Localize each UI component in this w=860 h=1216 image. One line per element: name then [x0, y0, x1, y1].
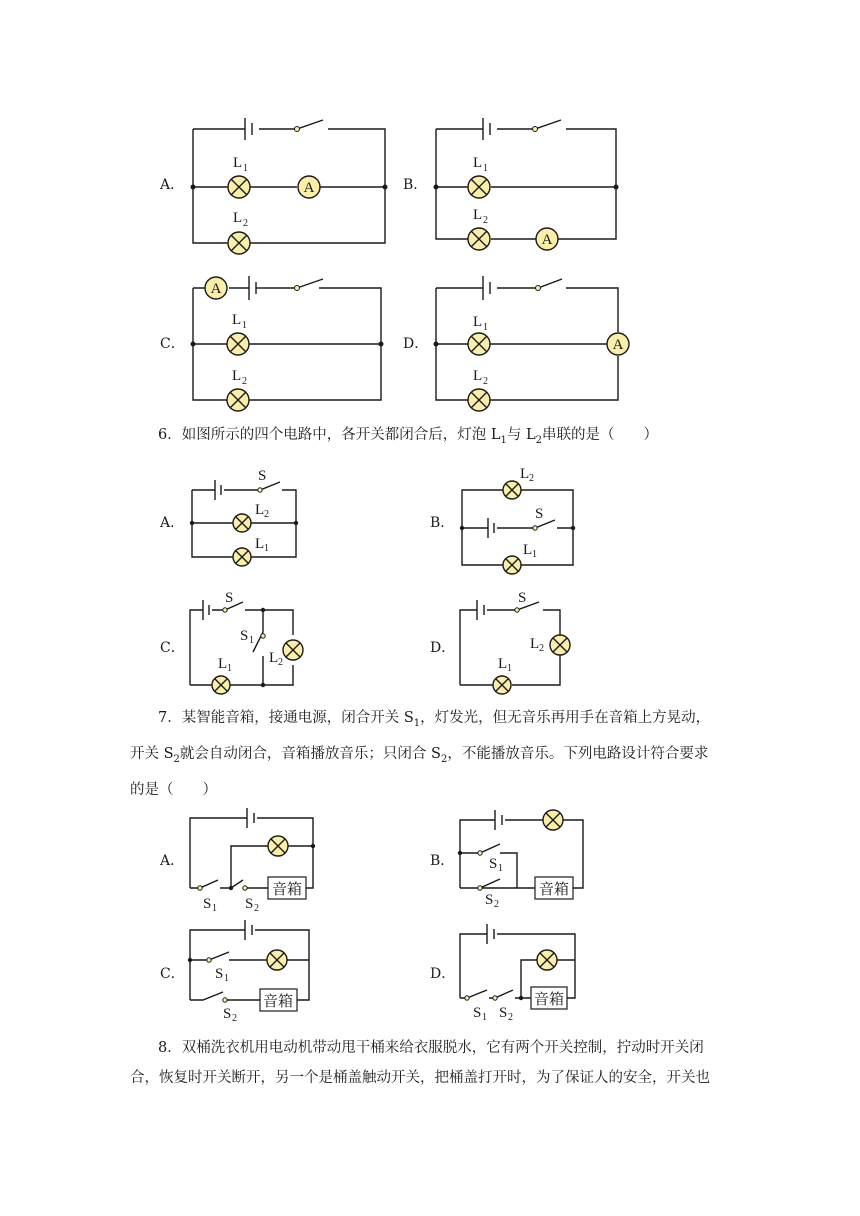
question-8-stem: 8．双桶洗衣机用电动机带动甩干桶来给衣服脱水，它有两个开关控制，拧动时开关闭 合，恢复时开关断开，另一个是桶盖触动开关，把桶盖打开时，为了保证人的安全，开关也: [130, 1040, 710, 1086]
svg-text:1: 1: [227, 663, 232, 674]
svg-text:2: 2: [278, 657, 283, 668]
q5-option-b-label[interactable]: B．: [403, 177, 428, 193]
svg-text:音箱: 音箱: [262, 994, 294, 1010]
q5-option-d-label[interactable]: D．: [403, 336, 429, 352]
svg-text:L: L: [520, 466, 530, 482]
q6-option-c-label[interactable]: C．: [160, 640, 185, 656]
ammeter-icon: [205, 277, 227, 299]
svg-text:1: 1: [482, 1012, 487, 1023]
svg-text:L: L: [523, 542, 533, 558]
svg-text:音箱: 音箱: [533, 992, 565, 1008]
q6-circuit-c: [185, 590, 315, 700]
svg-text:2: 2: [529, 473, 534, 484]
svg-text:S: S: [499, 1005, 508, 1021]
q7-circuit-b: [455, 808, 595, 918]
bulb-l1-icon: [227, 333, 249, 355]
svg-text:S: S: [518, 590, 527, 606]
bulb-l2-icon: [550, 635, 570, 655]
svg-text:L: L: [218, 656, 228, 672]
svg-text:S: S: [225, 590, 234, 606]
svg-text:1: 1: [224, 973, 229, 984]
bulb-l2-icon: [283, 640, 303, 660]
svg-text:1: 1: [483, 163, 488, 174]
q6-circuit-d: [455, 590, 585, 700]
svg-text:L: L: [530, 636, 540, 652]
svg-text:L: L: [232, 368, 242, 384]
svg-text:A: A: [303, 180, 315, 196]
svg-text:1: 1: [507, 663, 512, 674]
bulb-l1-icon: [228, 176, 250, 198]
q7-option-b-label[interactable]: B．: [430, 853, 455, 869]
bulb-l1-icon: [468, 333, 490, 355]
bulb-l1-icon: [233, 548, 251, 566]
svg-text:L: L: [473, 207, 483, 223]
svg-text:L: L: [498, 656, 508, 672]
svg-text:1: 1: [212, 903, 217, 914]
q7-option-d-label[interactable]: D．: [430, 966, 456, 982]
q7-circuit-a: [185, 808, 325, 918]
svg-text:1: 1: [264, 543, 269, 554]
speaker-box: [268, 877, 306, 899]
q7-option-c-label[interactable]: C．: [160, 966, 185, 982]
svg-text:L: L: [269, 650, 279, 666]
svg-text:L: L: [255, 502, 265, 518]
bulb-l1-icon: [468, 176, 490, 198]
bulb-l2-icon: [233, 514, 251, 532]
svg-text:S: S: [215, 966, 224, 982]
svg-text:A: A: [612, 337, 624, 353]
svg-text:1: 1: [249, 635, 254, 646]
q7-circuit-c: [185, 920, 325, 1030]
bulb-l2-icon: [503, 481, 521, 499]
q6-option-b-label[interactable]: B．: [430, 515, 455, 531]
svg-text:2: 2: [254, 903, 259, 914]
q5-circuit-a: [185, 115, 395, 250]
svg-text:2: 2: [494, 899, 499, 910]
svg-text:S: S: [258, 468, 267, 484]
q5-circuit-b: [428, 115, 628, 250]
bulb-icon: [543, 810, 563, 830]
svg-text:2: 2: [242, 376, 247, 387]
svg-text:2: 2: [264, 509, 269, 520]
bulb-l2-icon: [228, 232, 250, 254]
svg-text:2: 2: [508, 1012, 513, 1023]
q6-option-a-label[interactable]: A．: [160, 515, 185, 531]
svg-text:S: S: [223, 1006, 232, 1022]
svg-text:L: L: [473, 155, 483, 171]
svg-text:A: A: [210, 281, 222, 297]
ammeter-icon: [607, 333, 629, 355]
svg-text:S: S: [473, 1005, 482, 1021]
svg-text:A: A: [541, 232, 553, 248]
speaker-box: [260, 989, 297, 1011]
svg-text:S: S: [489, 856, 498, 872]
bulb-l2-icon: [227, 389, 249, 411]
question-6-stem: 6．如图所示的四个电路中，各开关都闭合后，灯泡 $L_1$与 $L_2$串联的是（ ）: [158, 427, 658, 446]
speaker-box: [535, 877, 573, 899]
q7-option-a-label[interactable]: A．: [160, 853, 185, 869]
svg-text:音箱: 音箱: [538, 882, 570, 898]
svg-text:1: 1: [532, 549, 537, 560]
bulb-icon: [537, 950, 557, 970]
q5-option-a-label[interactable]: A．: [160, 177, 185, 193]
ammeter-icon: [298, 176, 320, 198]
svg-text:1: 1: [243, 163, 248, 174]
svg-text:L: L: [233, 210, 243, 226]
svg-text:S: S: [240, 628, 249, 644]
bulb-icon: [268, 836, 288, 856]
bulb-l1-icon: [212, 676, 230, 694]
bulb-l2-icon: [468, 228, 490, 250]
svg-text:2: 2: [243, 218, 248, 229]
svg-text:S: S: [485, 892, 494, 908]
bulb-l1-icon: [503, 556, 521, 574]
bulb-l2-icon: [468, 389, 490, 411]
svg-text:S: S: [203, 896, 212, 912]
svg-text:2: 2: [232, 1013, 237, 1024]
q6-circuit-a: [185, 468, 315, 568]
svg-text:1: 1: [483, 322, 488, 333]
q6-circuit-b: [455, 468, 585, 578]
svg-text:音箱: 音箱: [271, 882, 303, 898]
q5-circuit-c: [185, 272, 395, 412]
svg-text:L: L: [473, 368, 483, 384]
q6-option-d-label[interactable]: D．: [430, 640, 456, 656]
q7-circuit-d: [455, 920, 595, 1030]
speaker-box: [531, 987, 567, 1009]
svg-text:L: L: [232, 312, 242, 328]
svg-text:1: 1: [498, 863, 503, 874]
svg-text:L: L: [473, 314, 483, 330]
ammeter-icon: [536, 228, 558, 250]
svg-text:1: 1: [242, 320, 247, 331]
bulb-l1-icon: [493, 676, 511, 694]
svg-text:2: 2: [483, 376, 488, 387]
svg-text:L: L: [255, 536, 265, 552]
bulb-icon: [267, 950, 287, 970]
question-7-stem: 7．某智能音箱，接通电源，闭合开关 $S_1$，灯发光，但无音乐再用手在音箱上方晃动， 开关 $S_2$就会自动闭合，音箱播放音乐；只闭合 $S_2$，不能播放音乐。下列电路设计符合要求 的是（ ）: [130, 710, 711, 798]
q5-option-c-label[interactable]: C．: [160, 336, 185, 352]
svg-text:L: L: [233, 155, 243, 171]
svg-text:S: S: [535, 506, 544, 522]
svg-text:2: 2: [539, 643, 544, 654]
svg-text:2: 2: [483, 215, 488, 226]
q5-circuit-d: [428, 272, 638, 412]
svg-text:S: S: [245, 896, 254, 912]
